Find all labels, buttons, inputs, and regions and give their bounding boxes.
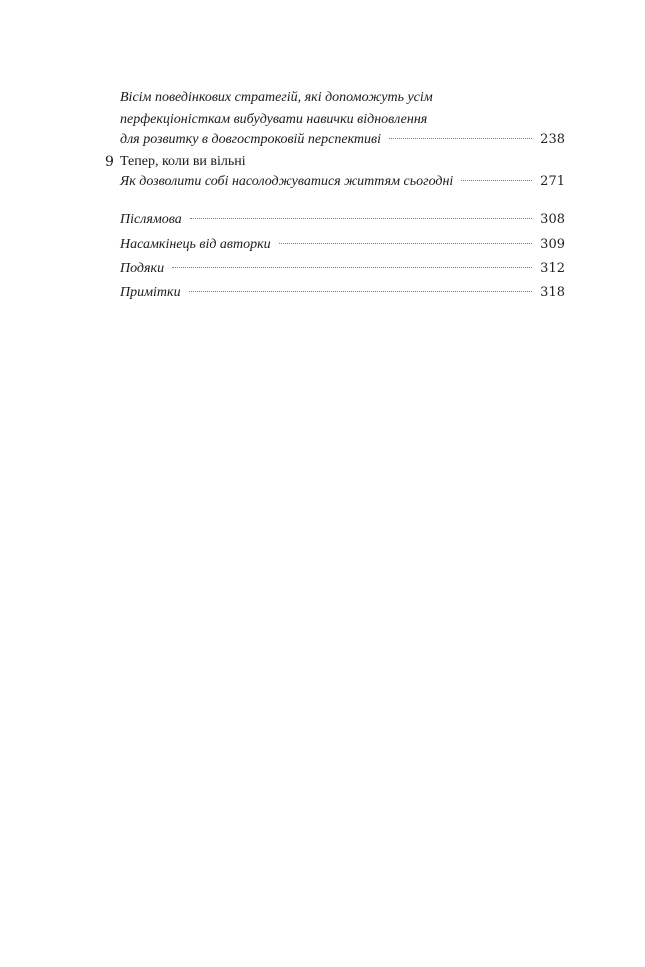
dot-leader [389,138,532,139]
chapter-subtitle-line [120,172,565,192]
page-number: 318 [540,285,565,300]
dot-leader [279,243,533,244]
toc-entry-title: Примітки [120,285,181,300]
toc-entry-title: Подяки [120,261,165,276]
page-number: 238 [540,132,565,147]
toc-entry-strategies-line2: перфекціоністкам вибудувати навички відновлення [120,112,428,127]
toc-entry-notes [120,283,565,303]
chapter-number: 9 [105,154,114,170]
dot-leader [189,291,533,292]
toc-entry-author-note [120,235,565,255]
dot-leader [172,267,532,268]
chapter-title: Тепер, коли ви вільні [120,154,246,169]
toc-entry-acknowledgements [120,259,565,279]
toc-entry-title: Насамкінець від авторки [120,237,271,252]
toc-entry-strategies-text: для розвитку в довгостроковій перспективі [120,132,382,147]
page-number: 312 [540,261,565,276]
toc-entry-strategies-line3 [120,130,565,150]
toc-entry-title: Післямова [120,212,182,227]
page-number: 271 [540,174,565,189]
toc-entry-strategies-line1: Вісім поведінкових стратегій, які допоможуть усім [120,90,433,105]
toc-entry-afterword [120,210,565,230]
chapter-subtitle: Як дозволити собі насолоджуватися життям сьогодні [120,174,454,189]
page-number: 308 [540,212,565,227]
dot-leader [190,218,532,219]
dot-leader [461,180,532,181]
page-number: 309 [540,237,565,252]
